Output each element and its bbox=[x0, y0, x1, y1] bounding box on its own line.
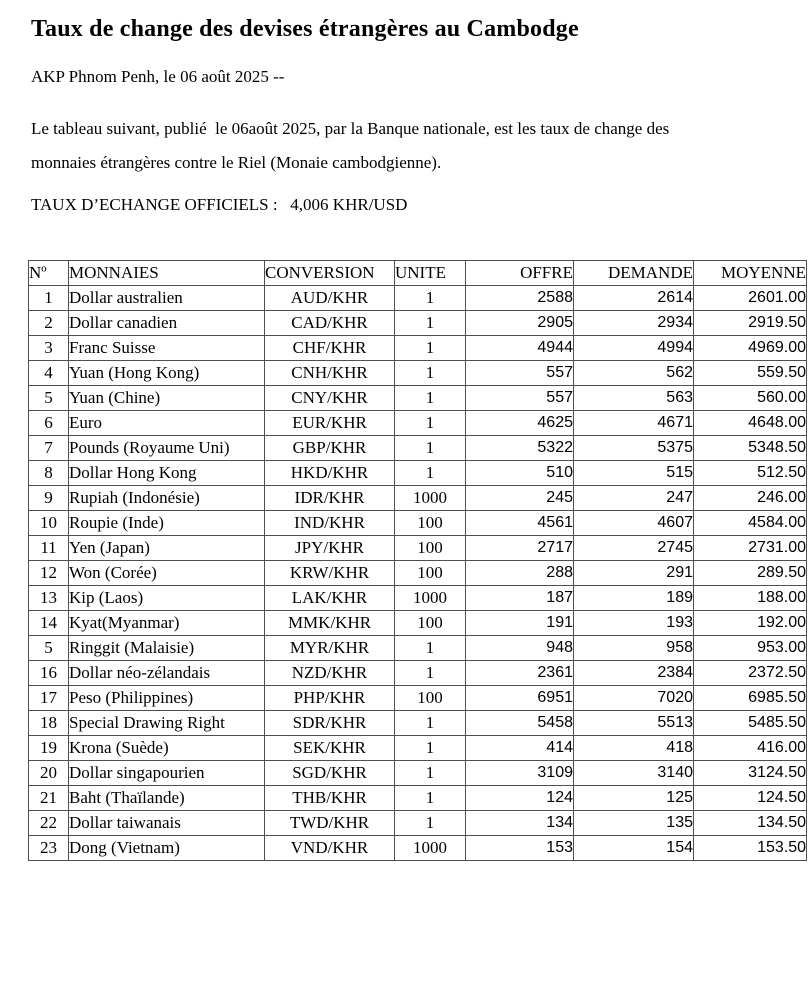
table-row bbox=[29, 536, 807, 561]
cell-conversion: CAD/KHR bbox=[265, 311, 395, 336]
cell-unite: 1 bbox=[395, 711, 466, 736]
cell-numero: 1 bbox=[29, 286, 69, 311]
cell-numero: 5 bbox=[29, 386, 69, 411]
cell-numero: 13 bbox=[29, 586, 69, 611]
table-row bbox=[29, 461, 807, 486]
cell-moyenne: 2372.50 bbox=[694, 661, 807, 686]
cell-offre: 245 bbox=[466, 486, 574, 511]
cell-numero: 23 bbox=[29, 836, 69, 861]
cell-conversion: SEK/KHR bbox=[265, 736, 395, 761]
cell-unite: 100 bbox=[395, 686, 466, 711]
cell-monnaie: Dollar canadien bbox=[69, 311, 265, 336]
cell-moyenne: 416.00 bbox=[694, 736, 807, 761]
cell-numero: 14 bbox=[29, 611, 69, 636]
cell-demande: 4994 bbox=[574, 336, 694, 361]
table-row bbox=[29, 661, 807, 686]
table-header-row bbox=[29, 261, 807, 286]
cell-monnaie: Roupie (Inde) bbox=[69, 511, 265, 536]
cell-unite: 1 bbox=[395, 336, 466, 361]
cell-conversion: HKD/KHR bbox=[265, 461, 395, 486]
cell-conversion: JPY/KHR bbox=[265, 536, 395, 561]
cell-numero: 7 bbox=[29, 436, 69, 461]
cell-moyenne: 512.50 bbox=[694, 461, 807, 486]
cell-offre: 948 bbox=[466, 636, 574, 661]
page-title: Taux de change des devises étrangères au Cambodge bbox=[31, 16, 579, 42]
table-row bbox=[29, 611, 807, 636]
cell-monnaie: Baht (Thaïlande) bbox=[69, 786, 265, 811]
cell-conversion: THB/KHR bbox=[265, 786, 395, 811]
cell-unite: 1 bbox=[395, 736, 466, 761]
cell-offre: 5458 bbox=[466, 711, 574, 736]
cell-moyenne: 124.50 bbox=[694, 786, 807, 811]
rates-table-body bbox=[29, 286, 807, 861]
cell-numero: 19 bbox=[29, 736, 69, 761]
cell-monnaie: Dong (Vietnam) bbox=[69, 836, 265, 861]
cell-monnaie: Pounds (Royaume Uni) bbox=[69, 436, 265, 461]
cell-demande: 193 bbox=[574, 611, 694, 636]
cell-conversion: LAK/KHR bbox=[265, 586, 395, 611]
cell-demande: 291 bbox=[574, 561, 694, 586]
cell-moyenne: 6985.50 bbox=[694, 686, 807, 711]
table-row bbox=[29, 311, 807, 336]
cell-demande: 2745 bbox=[574, 536, 694, 561]
cell-unite: 100 bbox=[395, 561, 466, 586]
cell-conversion: SDR/KHR bbox=[265, 711, 395, 736]
cell-moyenne: 953.00 bbox=[694, 636, 807, 661]
cell-offre: 6951 bbox=[466, 686, 574, 711]
cell-moyenne: 3124.50 bbox=[694, 761, 807, 786]
intro-line-1: Le tableau suivant, publié le 06août 2025, par la Banque nationale, est les taux de change des bbox=[31, 119, 670, 138]
cell-demande: 4607 bbox=[574, 511, 694, 536]
cell-conversion: CNY/KHR bbox=[265, 386, 395, 411]
table-row bbox=[29, 786, 807, 811]
cell-moyenne: 134.50 bbox=[694, 811, 807, 836]
cell-numero: 12 bbox=[29, 561, 69, 586]
cell-demande: 135 bbox=[574, 811, 694, 836]
header-demande: DEMANDE bbox=[574, 261, 694, 286]
intro-paragraph bbox=[31, 112, 811, 180]
cell-monnaie: Rupiah (Indonésie) bbox=[69, 486, 265, 511]
cell-demande: 189 bbox=[574, 586, 694, 611]
table-row bbox=[29, 486, 807, 511]
cell-unite: 1 bbox=[395, 411, 466, 436]
cell-offre: 187 bbox=[466, 586, 574, 611]
cell-unite: 1000 bbox=[395, 836, 466, 861]
cell-demande: 7020 bbox=[574, 686, 694, 711]
cell-monnaie: Yuan (Hong Kong) bbox=[69, 361, 265, 386]
cell-numero: 4 bbox=[29, 361, 69, 386]
table-row bbox=[29, 686, 807, 711]
cell-demande: 5513 bbox=[574, 711, 694, 736]
table-row bbox=[29, 386, 807, 411]
cell-demande: 154 bbox=[574, 836, 694, 861]
cell-conversion: AUD/KHR bbox=[265, 286, 395, 311]
official-rate-line: TAUX D’ECHANGE OFFICIELS : 4,006 KHR/USD bbox=[31, 195, 408, 214]
cell-numero: 17 bbox=[29, 686, 69, 711]
cell-numero: 9 bbox=[29, 486, 69, 511]
cell-moyenne: 153.50 bbox=[694, 836, 807, 861]
cell-moyenne: 5348.50 bbox=[694, 436, 807, 461]
cell-numero: 6 bbox=[29, 411, 69, 436]
cell-numero: 20 bbox=[29, 761, 69, 786]
table-row bbox=[29, 761, 807, 786]
cell-conversion: IND/KHR bbox=[265, 511, 395, 536]
cell-unite: 1 bbox=[395, 461, 466, 486]
cell-demande: 958 bbox=[574, 636, 694, 661]
cell-monnaie: Dollar australien bbox=[69, 286, 265, 311]
cell-demande: 3140 bbox=[574, 761, 694, 786]
cell-offre: 2588 bbox=[466, 286, 574, 311]
table-row bbox=[29, 361, 807, 386]
header-unite: UNITE bbox=[395, 261, 466, 286]
cell-offre: 4944 bbox=[466, 336, 574, 361]
cell-monnaie: Dollar singapourien bbox=[69, 761, 265, 786]
cell-demande: 418 bbox=[574, 736, 694, 761]
cell-unite: 100 bbox=[395, 511, 466, 536]
table-row bbox=[29, 511, 807, 536]
cell-moyenne: 4584.00 bbox=[694, 511, 807, 536]
cell-conversion: KRW/KHR bbox=[265, 561, 395, 586]
cell-monnaie: Yen (Japan) bbox=[69, 536, 265, 561]
header-conversion: CONVERSION bbox=[265, 261, 395, 286]
cell-monnaie: Dollar taiwanais bbox=[69, 811, 265, 836]
cell-unite: 100 bbox=[395, 611, 466, 636]
cell-monnaie: Dollar néo-zélandais bbox=[69, 661, 265, 686]
dateline: AKP Phnom Penh, le 06 août 2025 -- bbox=[31, 67, 285, 86]
cell-conversion: SGD/KHR bbox=[265, 761, 395, 786]
cell-moyenne: 192.00 bbox=[694, 611, 807, 636]
cell-offre: 4625 bbox=[466, 411, 574, 436]
cell-conversion: IDR/KHR bbox=[265, 486, 395, 511]
cell-offre: 510 bbox=[466, 461, 574, 486]
cell-numero: 2 bbox=[29, 311, 69, 336]
cell-unite: 1 bbox=[395, 761, 466, 786]
table-row bbox=[29, 736, 807, 761]
cell-moyenne: 4648.00 bbox=[694, 411, 807, 436]
cell-conversion: GBP/KHR bbox=[265, 436, 395, 461]
header-offre: OFFRE bbox=[466, 261, 574, 286]
cell-unite: 1000 bbox=[395, 586, 466, 611]
cell-numero: 10 bbox=[29, 511, 69, 536]
cell-offre: 3109 bbox=[466, 761, 574, 786]
cell-monnaie: Special Drawing Right bbox=[69, 711, 265, 736]
cell-offre: 4561 bbox=[466, 511, 574, 536]
cell-demande: 4671 bbox=[574, 411, 694, 436]
cell-moyenne: 4969.00 bbox=[694, 336, 807, 361]
cell-moyenne: 289.50 bbox=[694, 561, 807, 586]
cell-unite: 100 bbox=[395, 536, 466, 561]
cell-monnaie: Franc Suisse bbox=[69, 336, 265, 361]
cell-moyenne: 560.00 bbox=[694, 386, 807, 411]
cell-conversion: EUR/KHR bbox=[265, 411, 395, 436]
cell-offre: 5322 bbox=[466, 436, 574, 461]
cell-unite: 1 bbox=[395, 311, 466, 336]
table-row bbox=[29, 836, 807, 861]
cell-conversion: NZD/KHR bbox=[265, 661, 395, 686]
cell-moyenne: 2731.00 bbox=[694, 536, 807, 561]
cell-demande: 563 bbox=[574, 386, 694, 411]
cell-unite: 1 bbox=[395, 786, 466, 811]
cell-moyenne: 5485.50 bbox=[694, 711, 807, 736]
cell-conversion: PHP/KHR bbox=[265, 686, 395, 711]
header-moyenne: MOYENNE bbox=[694, 261, 807, 286]
table-row bbox=[29, 711, 807, 736]
header-monnaies: MONNAIES bbox=[69, 261, 265, 286]
table-row bbox=[29, 811, 807, 836]
cell-unite: 1 bbox=[395, 636, 466, 661]
cell-monnaie: Euro bbox=[69, 411, 265, 436]
cell-numero: 8 bbox=[29, 461, 69, 486]
cell-monnaie: Yuan (Chine) bbox=[69, 386, 265, 411]
cell-unite: 1 bbox=[395, 386, 466, 411]
cell-monnaie: Kip (Laos) bbox=[69, 586, 265, 611]
exchange-rates-table bbox=[28, 260, 807, 861]
cell-unite: 1 bbox=[395, 361, 466, 386]
cell-unite: 1 bbox=[395, 811, 466, 836]
cell-conversion: MMK/KHR bbox=[265, 611, 395, 636]
cell-conversion: CHF/KHR bbox=[265, 336, 395, 361]
cell-monnaie: Kyat(Myanmar) bbox=[69, 611, 265, 636]
cell-offre: 134 bbox=[466, 811, 574, 836]
intro-line-2: monnaies étrangères contre le Riel (Monaie cambodgienne). bbox=[31, 153, 442, 172]
cell-unite: 1000 bbox=[395, 486, 466, 511]
cell-monnaie: Krona (Suède) bbox=[69, 736, 265, 761]
table-row bbox=[29, 561, 807, 586]
cell-demande: 2934 bbox=[574, 311, 694, 336]
cell-demande: 2614 bbox=[574, 286, 694, 311]
cell-conversion: CNH/KHR bbox=[265, 361, 395, 386]
table-row bbox=[29, 586, 807, 611]
cell-moyenne: 2601.00 bbox=[694, 286, 807, 311]
cell-unite: 1 bbox=[395, 661, 466, 686]
cell-unite: 1 bbox=[395, 436, 466, 461]
cell-offre: 288 bbox=[466, 561, 574, 586]
cell-demande: 5375 bbox=[574, 436, 694, 461]
cell-monnaie: Dollar Hong Kong bbox=[69, 461, 265, 486]
cell-conversion: VND/KHR bbox=[265, 836, 395, 861]
cell-numero: 11 bbox=[29, 536, 69, 561]
cell-demande: 515 bbox=[574, 461, 694, 486]
table-row bbox=[29, 411, 807, 436]
cell-conversion: TWD/KHR bbox=[265, 811, 395, 836]
cell-monnaie: Peso (Philippines) bbox=[69, 686, 265, 711]
cell-offre: 153 bbox=[466, 836, 574, 861]
cell-offre: 557 bbox=[466, 386, 574, 411]
cell-moyenne: 188.00 bbox=[694, 586, 807, 611]
cell-demande: 247 bbox=[574, 486, 694, 511]
cell-offre: 557 bbox=[466, 361, 574, 386]
cell-demande: 125 bbox=[574, 786, 694, 811]
cell-moyenne: 2919.50 bbox=[694, 311, 807, 336]
table-row bbox=[29, 436, 807, 461]
cell-numero: 22 bbox=[29, 811, 69, 836]
cell-conversion: MYR/KHR bbox=[265, 636, 395, 661]
table-row bbox=[29, 286, 807, 311]
cell-numero: 16 bbox=[29, 661, 69, 686]
cell-moyenne: 559.50 bbox=[694, 361, 807, 386]
cell-moyenne: 246.00 bbox=[694, 486, 807, 511]
table-row bbox=[29, 336, 807, 361]
cell-demande: 2384 bbox=[574, 661, 694, 686]
cell-offre: 2905 bbox=[466, 311, 574, 336]
header-numero: Nº bbox=[29, 261, 69, 286]
cell-offre: 414 bbox=[466, 736, 574, 761]
cell-monnaie: Won (Corée) bbox=[69, 561, 265, 586]
cell-numero: 18 bbox=[29, 711, 69, 736]
cell-offre: 2361 bbox=[466, 661, 574, 686]
cell-offre: 191 bbox=[466, 611, 574, 636]
cell-numero: 5 bbox=[29, 636, 69, 661]
cell-numero: 21 bbox=[29, 786, 69, 811]
cell-unite: 1 bbox=[395, 286, 466, 311]
cell-offre: 2717 bbox=[466, 536, 574, 561]
cell-numero: 3 bbox=[29, 336, 69, 361]
cell-demande: 562 bbox=[574, 361, 694, 386]
cell-offre: 124 bbox=[466, 786, 574, 811]
cell-monnaie: Ringgit (Malaisie) bbox=[69, 636, 265, 661]
table-row bbox=[29, 636, 807, 661]
